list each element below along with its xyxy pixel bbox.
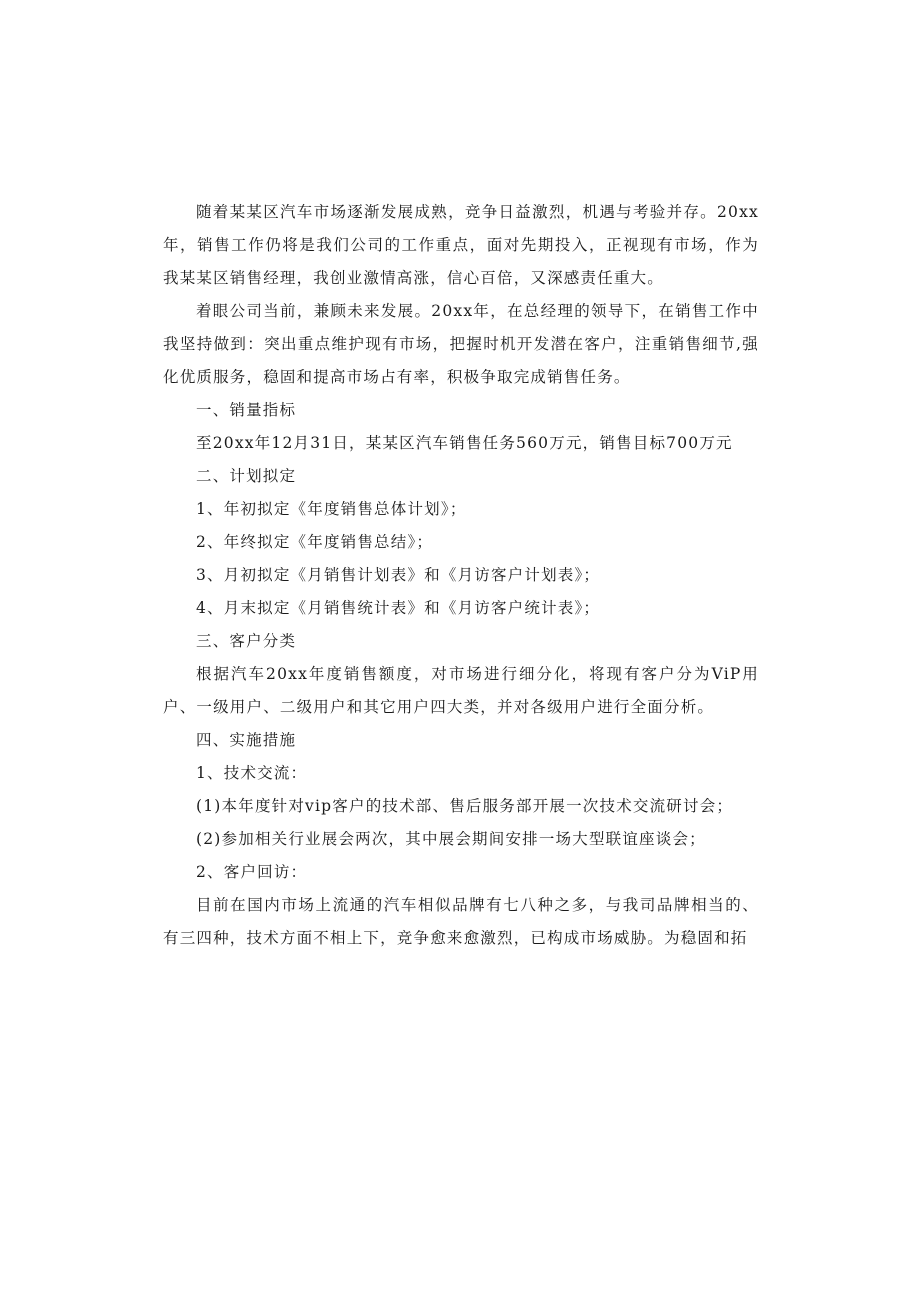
heading-sales-target: 一、销量指标: [196, 401, 297, 419]
list-item-tech-2: (2)参加相关行业展会两次，其中展会期间安排一场大型联谊座谈会；: [196, 830, 706, 848]
paragraph-market-competition: 目前在国内市场上流通的汽车相似品牌有七八种之多，与我司品牌相当的、有三四种，技术方面不相上下，竞争愈来愈激烈，已构成市场威胁。为稳固和拓: [163, 896, 759, 947]
heading-customer-classification: 三、客户分类: [196, 632, 297, 650]
paragraph-intro: 随着某某区汽车市场逐渐发展成熟，竞争日益激烈，机遇与考验并存。20xx年，销售工作仍将是我们公司的工作重点，面对先期投入，正视现有市场，作为我某某区销售经理，我创业激情高涨，信心百倍，又深感责任重大。: [163, 203, 759, 287]
heading-measures: 四、实施措施: [196, 731, 297, 749]
subheading-customer-visit: 2、客户回访：: [196, 863, 308, 881]
paragraph-sales-target: 至20xx年12月31日，某某区汽车销售任务560万元，销售目标700万元: [196, 434, 733, 452]
list-item-tech-1: (1)本年度针对vip客户的技术部、售后服务部开展一次技术交流研讨会；: [196, 797, 734, 815]
heading-plan: 二、计划拟定: [196, 467, 297, 485]
document-body: [163, 196, 759, 955]
list-item-plan-2: 2、年终拟定《年度销售总结》；: [196, 533, 434, 551]
paragraph-focus: 着眼公司当前，兼顾未来发展。20xx年，在总经理的领导下，在销售工作中我坚持做到：突出重点维护现有市场，把握时机开发潜在客户，注重销售细节,强化优质服务，稳固和提高市场占有率，积极争取完成销售任务。: [163, 302, 759, 386]
paragraph-customer-classification: 根据汽车20xx年度销售额度，对市场进行细分化，将现有客户分为ViP用户、一级用户、二级用户和其它用户四大类，并对各级用户进行全面分析。: [163, 665, 759, 716]
list-item-plan-1: 1、年初拟定《年度销售总体计划》；: [196, 500, 467, 518]
list-item-plan-3: 3、月初拟定《月销售计划表》和《月访客户计划表》；: [196, 566, 601, 584]
list-item-plan-4: 4、月末拟定《月销售统计表》和《月访客户统计表》；: [196, 599, 601, 617]
subheading-tech-exchange: 1、技术交流：: [196, 764, 308, 782]
